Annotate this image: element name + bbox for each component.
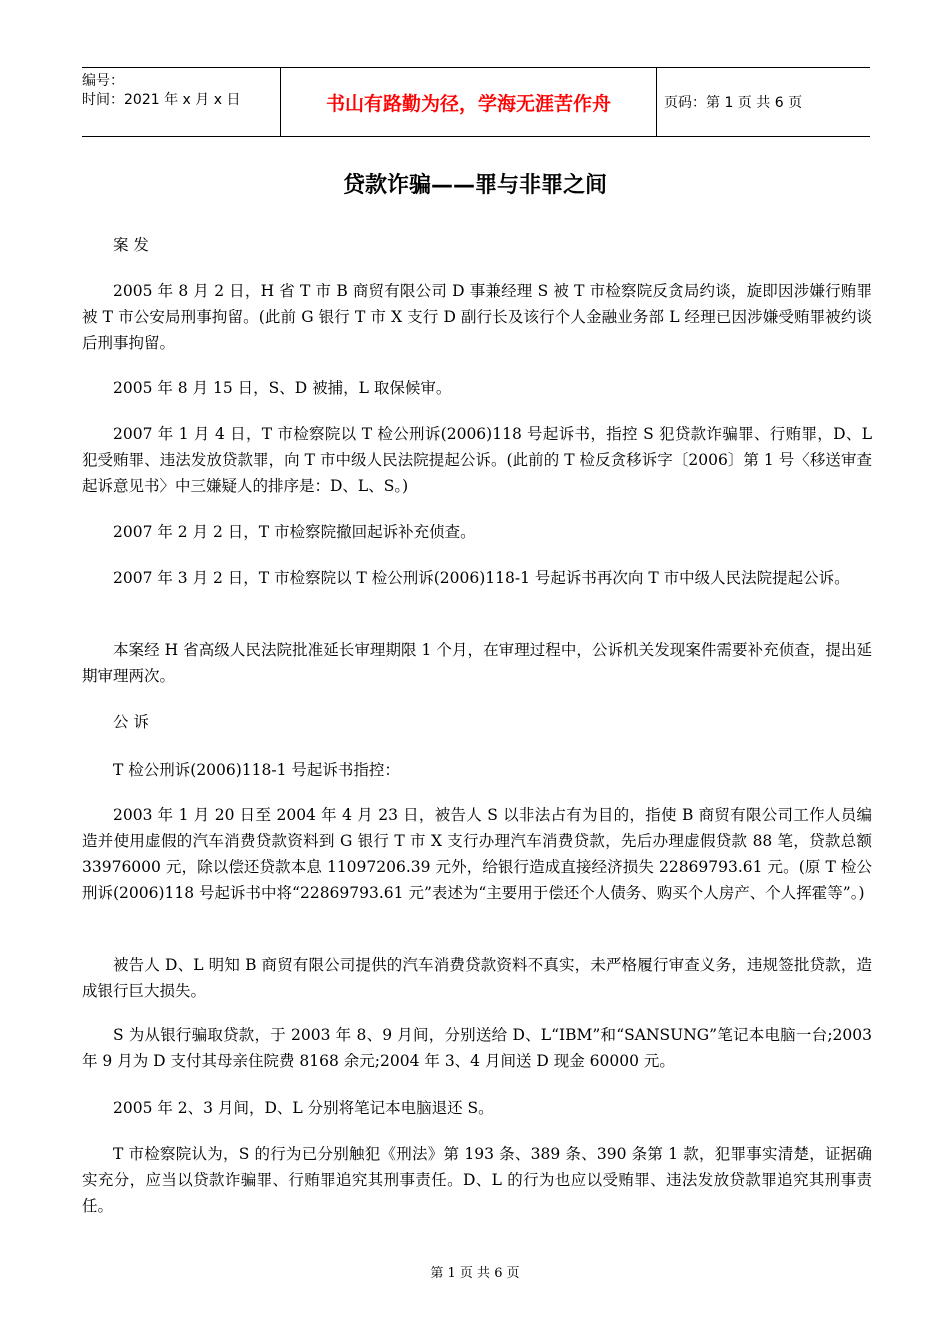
section-heading-incident: 案 发 <box>113 236 149 254</box>
paragraph: 被告人 D、L 明知 B 商贸有限公司提供的汽车消费贷款资料不真实，未严格履行审查义务，违规签批贷款，造成银行巨大损失。 <box>82 956 872 1000</box>
page-header <box>82 67 870 137</box>
document-time: 时间：2021 年 x 月 x 日 <box>82 92 241 108</box>
paragraph: S 为从银行骗取贷款，于 2003 年 8、9 月间，分别送给 D、L“IBM”和“SANSUNG”笔记本电脑一台;2003 年 9 月为 D 支付其母亲住院费 8168 余元;2004 年 3、4 月间送 D 现金 60000 元。 <box>82 1026 872 1070</box>
page-footer: 第 1 页 共 6 页 <box>430 1266 520 1281</box>
document-number: 编号： <box>82 73 124 89</box>
paragraph: 2003 年 1 月 20 日至 2004 年 4 月 23 日，被告人 S 以非法占有为目的，指使 B 商贸有限公司工作人员编造并使用虚假的汽车消费贷款资料到 G 银行 T 市 X 支行办理汽车消费贷款，先后办理虚假贷款 88 笔，贷款总额 33976000 元，除以偿还贷款本息 11097206.39 元外，给银行造成直接经济损失 22869793.61 元。(原 T 检公刑诉(2006)118 号起诉书中将“22869793.61 元”表述为“主要用于偿还个人债务、购买个人房产、个人挥霍等”。) <box>82 806 872 902</box>
header-motto: 书山有路勤为径，学海无涯苦作舟 <box>280 68 657 136</box>
document-title: 贷款诈骗——罪与非罪之间 <box>342 173 607 198</box>
paragraph: 2005 年 8 月 2 日，H 省 T 市 B 商贸有限公司 D 事兼经理 S 被 T 市检察院反贪局约谈，旋即因涉嫌行贿罪被 T 市公安局刑事拘留。(此前 G 银行 T 市 X 支行 D 副行长及该行个人金融业务部 L 经理已因涉嫌受贿罪被约谈后刑事拘留。 <box>82 282 872 352</box>
paragraph: 2007 年 3 月 2 日，T 市检察院以 T 检公刑诉(2006)118-1 号起诉书再次向 T 市中级人民法院提起公诉。 <box>113 569 850 587</box>
header-page-info: 页码：第 1 页 共 6 页 <box>664 95 803 111</box>
paragraph: 本案经 H 省高级人民法院批准延长审理期限 1 个月，在审理过程中，公诉机关发现案件需要补充侦查，提出延期审理两次。 <box>82 641 872 685</box>
paragraph: 2005 年 2、3 月间，D、L 分别将笔记本电脑退还 S。 <box>113 1099 494 1117</box>
paragraph: 2005 年 8 月 15 日，S、D 被捕，L 取保候审。 <box>113 379 452 397</box>
header-meta <box>82 68 280 136</box>
paragraph: T 检公刑诉(2006)118-1 号起诉书指控： <box>113 761 400 779</box>
paragraph: T 市检察院认为，S 的行为已分别触犯《刑法》第 193 条、389 条、390 条第 1 款，犯罪事实清楚，证据确实充分，应当以贷款诈骗罪、行贿罪追究其刑事责任。D、L 的行为也应以受贿罪、违法发放贷款罪追究其刑事责任。 <box>82 1145 872 1215</box>
section-heading-prosecution: 公 诉 <box>113 713 149 731</box>
paragraph: 2007 年 1 月 4 日，T 市检察院以 T 检公刑诉(2006)118 号起诉书，指控 S 犯贷款诈骗罪、行贿罪，D、L 犯受贿罪、违法发放贷款罪，向 T 市中级人民法院提起公诉。(此前的 T 检反贪移诉字〔2006〕第 1 号〈移送审查起诉意见书〉中三嫌疑人的排序是：D、L、S。) <box>82 425 872 495</box>
paragraph: 2007 年 2 月 2 日，T 市检察院撤回起诉补充侦查。 <box>113 523 476 541</box>
